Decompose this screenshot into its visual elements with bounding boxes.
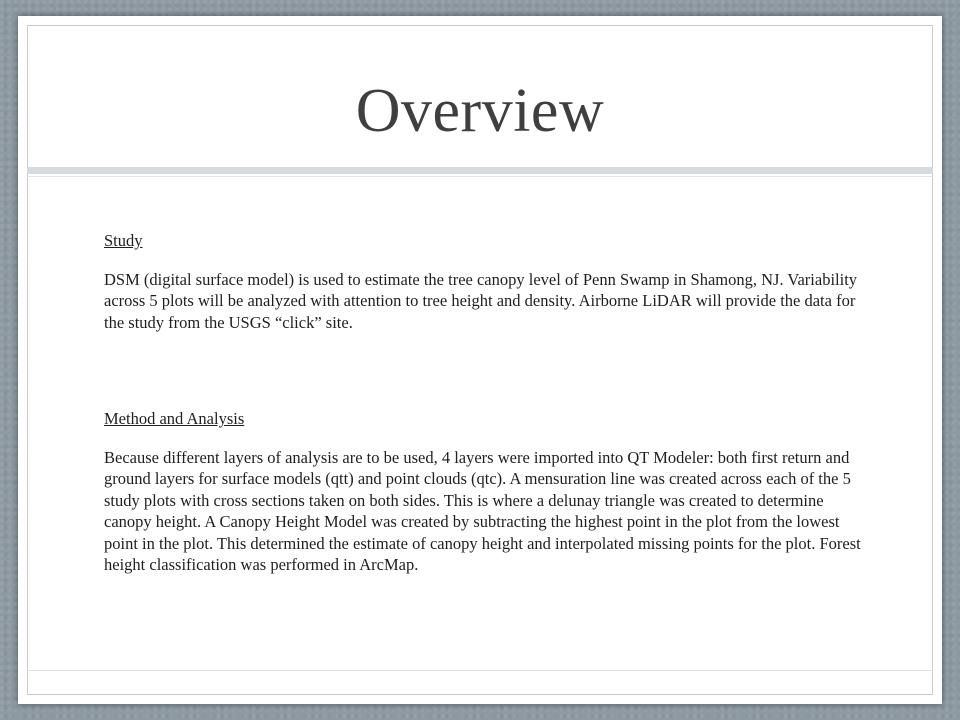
section-spacer [104, 333, 864, 408]
footer-divider-line [27, 670, 933, 671]
title-divider-bar [27, 167, 933, 174]
slide-content [104, 230, 864, 576]
section-heading-method: Method and Analysis [104, 409, 245, 428]
title-divider-line [27, 176, 933, 177]
section-body-study: DSM (digital surface model) is used to estimate the tree canopy level of Penn Swamp in Shamong, NJ. Variability across 5 plots will be analyzed with attention to tree height and density. Airborne LiDAR will provide the data for the study from the USGS “click” site. [104, 269, 858, 332]
section-body-method: Because different layers of analysis are to be used, 4 layers were imported into QT Modeler: both first return and ground layers for surface models (qtt) and point clouds (qtc). A mensuration line was created across each of the 5 study plots with cross sections taken on both sides. This is where a delunay triangle was created to determine canopy height. A Canopy Height Model was created by subtracting the highest point in the plot from the lowest point in the plot. This determined the estimate of canopy height and interpolated missing points for the plot. Forest height classification was performed in ArcMap. [104, 447, 861, 574]
section-heading-study: Study [104, 231, 143, 250]
slide-title: Overview [355, 77, 605, 145]
slide [18, 16, 942, 704]
